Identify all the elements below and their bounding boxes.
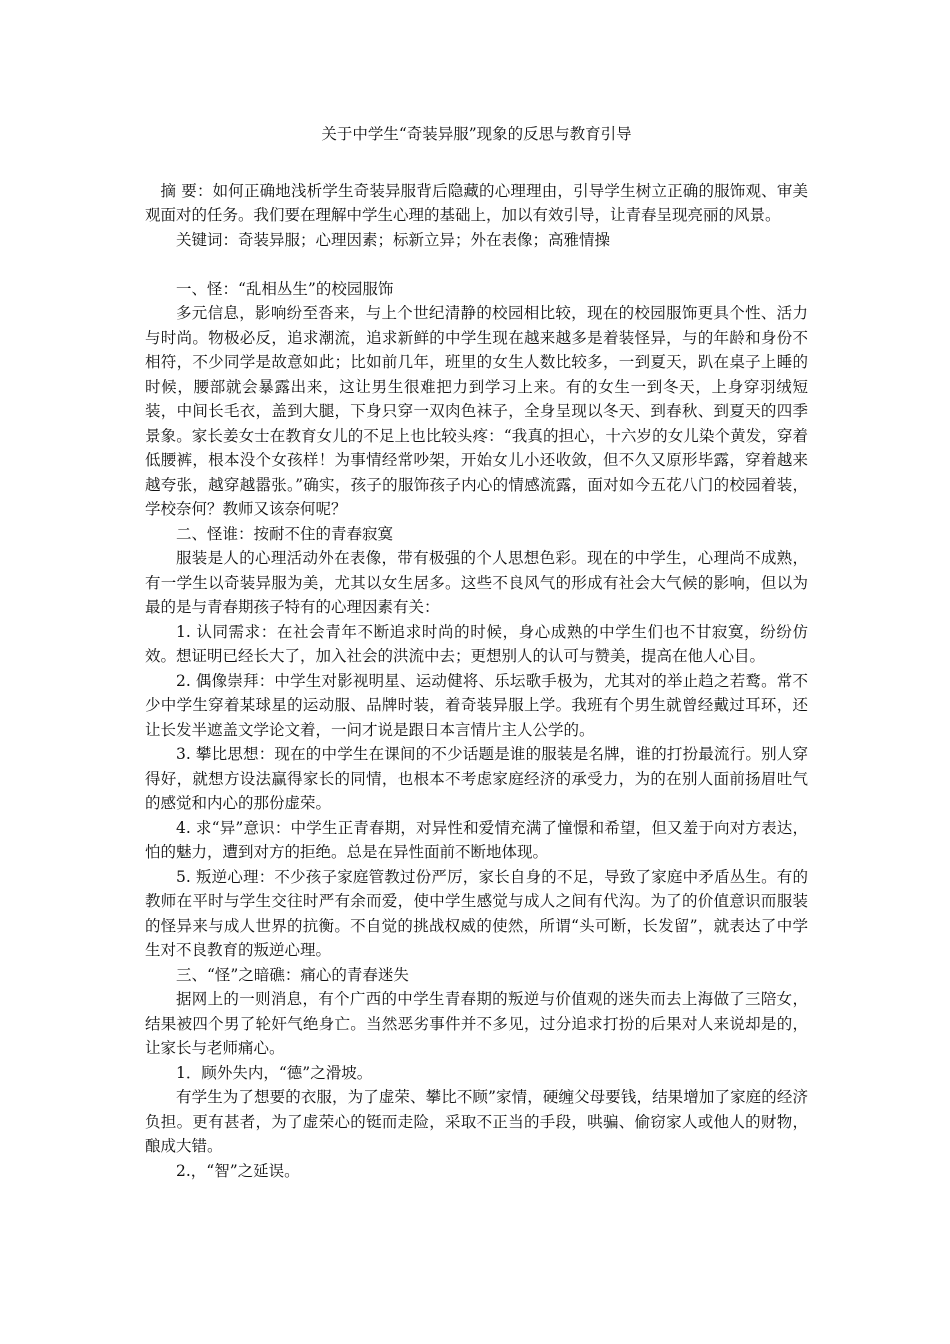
document-title: 关于中学生“奇装异服”现象的反思与教育引导 xyxy=(321,125,632,143)
section2-item-2: 2. 偶像崇拜：中学生对影视明星、运动健将、乐坛歌手极为，尤其对的举止趋之若鹜。常不少中学生穿着某球星的运动服、品牌时装，着奇装异服上学。我班有个男生就曾经戴过耳环，还让长发半遮盖文学论文着，一问才说是跟日本言情片主人公学的。 xyxy=(145,671,808,739)
section2-item-3: 3. 攀比思想：现在的中学生在课间的不少话题是谁的服装是名牌，谁的打扮最流行。别人穿得好，就想方设法赢得家长的同情，也根本不考虑家庭经济的承受力，为的在别人面前扬眉吐气的感觉和内心的那份虚荣。 xyxy=(145,745,808,812)
abstract-paragraph: 摘 要：如何正确地浅析学生奇装异服背后隐藏的心理理由，引导学生树立正确的服饰观、审美观面对的任务。我们要在理解中学生心理的基础上，加以有效引导，让青春呈现亮丽的风景。 xyxy=(145,181,808,224)
section3-paragraph-2: 有学生为了想要的衣服，为了虚荣、攀比不顾”家情，硬缠父母要钱，结果增加了家庭的经济负担。更有甚者，为了虚荣心的铤而走险，采取不正当的手段，哄骗、偷窃家人或他人的财物，酿成大错。 xyxy=(145,1088,808,1155)
keywords-line: 关键词：奇装异服；心理因素；标新立异；外在表像；高雅情操 xyxy=(176,230,611,249)
section3-subheading-2: 2.，“智”之延误。 xyxy=(176,1161,300,1180)
section2-item-5: 5. 叛逆心理：不少孩子家庭管教过份严厉，家长自身的不足，导致了家庭中矛盾丛生。有的教师在平时与学生交往时严有余而爱，使中学生感觉与成人之间有代沟。为了的价值意识而服装的怪异来与成人世界的抗衡。不自觉的挑战权威的使然，所谓“头可断，长发留”，就表达了中学生对不良教育的叛逆心理。 xyxy=(145,867,808,959)
section2-heading: 二、怪谁：按耐不住的青春寂寞 xyxy=(176,524,394,543)
section3-heading: 三、“怪”之暗礁：痛心的青春迷失 xyxy=(176,965,409,984)
section3-paragraph: 据网上的一则消息，有个广西的中学生青春期的叛逆与价值观的迷失而去上海做了三陪女，结果被四个男了轮奸气绝身亡。当然恶劣事件并不多见，过分追求打扮的后果对人来说却是的，让家长与老师痛心。 xyxy=(145,990,808,1057)
section2-item-1: 1. 认同需求：在社会青年不断追求时尚的时候，身心成熟的中学生们也不甘寂寞，纷纷仿效。想证明已经长大了，加入社会的洪流中去；更想别人的认可与赞美，提高在他人心目。 xyxy=(145,622,808,665)
section1-heading: 一、怪：“乱相丛生”的校园服饰 xyxy=(176,279,394,298)
blank-line xyxy=(145,252,808,277)
section2-paragraph: 服装是人的心理活动外在表像，带有极强的个人思想色彩。现在的中学生，心理尚不成熟，有一学生以奇装异服为美，尤其以女生居多。这些不良风气的形成有社会大气候的影响，但以为最的是与青春期孩子特有的心理因素有关： xyxy=(145,549,808,616)
section2-item-4: 4. 求“异”意识：中学生正青春期，对异性和爱情充满了憧憬和希望，但又羞于向对方表达，怕的魅力，遭到对方的拒绝。总是在异性面前不断地体现。 xyxy=(145,818,808,861)
section1-paragraph: 多元信息，影响纷至沓来，与上个世纪清静的校园相比较，现在的校园服饰更具个性、活力与时尚。物极必反，追求潮流，追求新鲜的中学生现在越来越多是着装怪异，与的年龄和身份不相符，不少同学是故意如此；比如前几年，班里的女生人数比较多，一到夏天，趴在桌子上睡的时候，腰部就会暴露出来，这让男生很难把力到学习上来。有的女生一到冬天，上身穿羽绒短装，中间长毛衣，盖到大腿，下身只穿一双肉色袜子，全身呈现以冬天、到春秋、到夏天的四季景象。家长姜女士在教育女儿的不足上也比较头疼：“我真的担心，十六岁的女儿染个黄发，穿着低腰裤，根本没个女孩样！为事情经常吵架，开始女儿小还收敛，但不久又原形毕露，穿着越来越夸张，越穿越嚣张。”确实，孩子的服饰孩子内心的情感流露，面对如今五花八门的校园着装，学校奈何？教师又该奈何呢？ xyxy=(145,304,808,518)
document-page xyxy=(145,122,808,1183)
section3-subheading-1: 1．顾外失内，“德”之滑坡。 xyxy=(176,1063,373,1082)
